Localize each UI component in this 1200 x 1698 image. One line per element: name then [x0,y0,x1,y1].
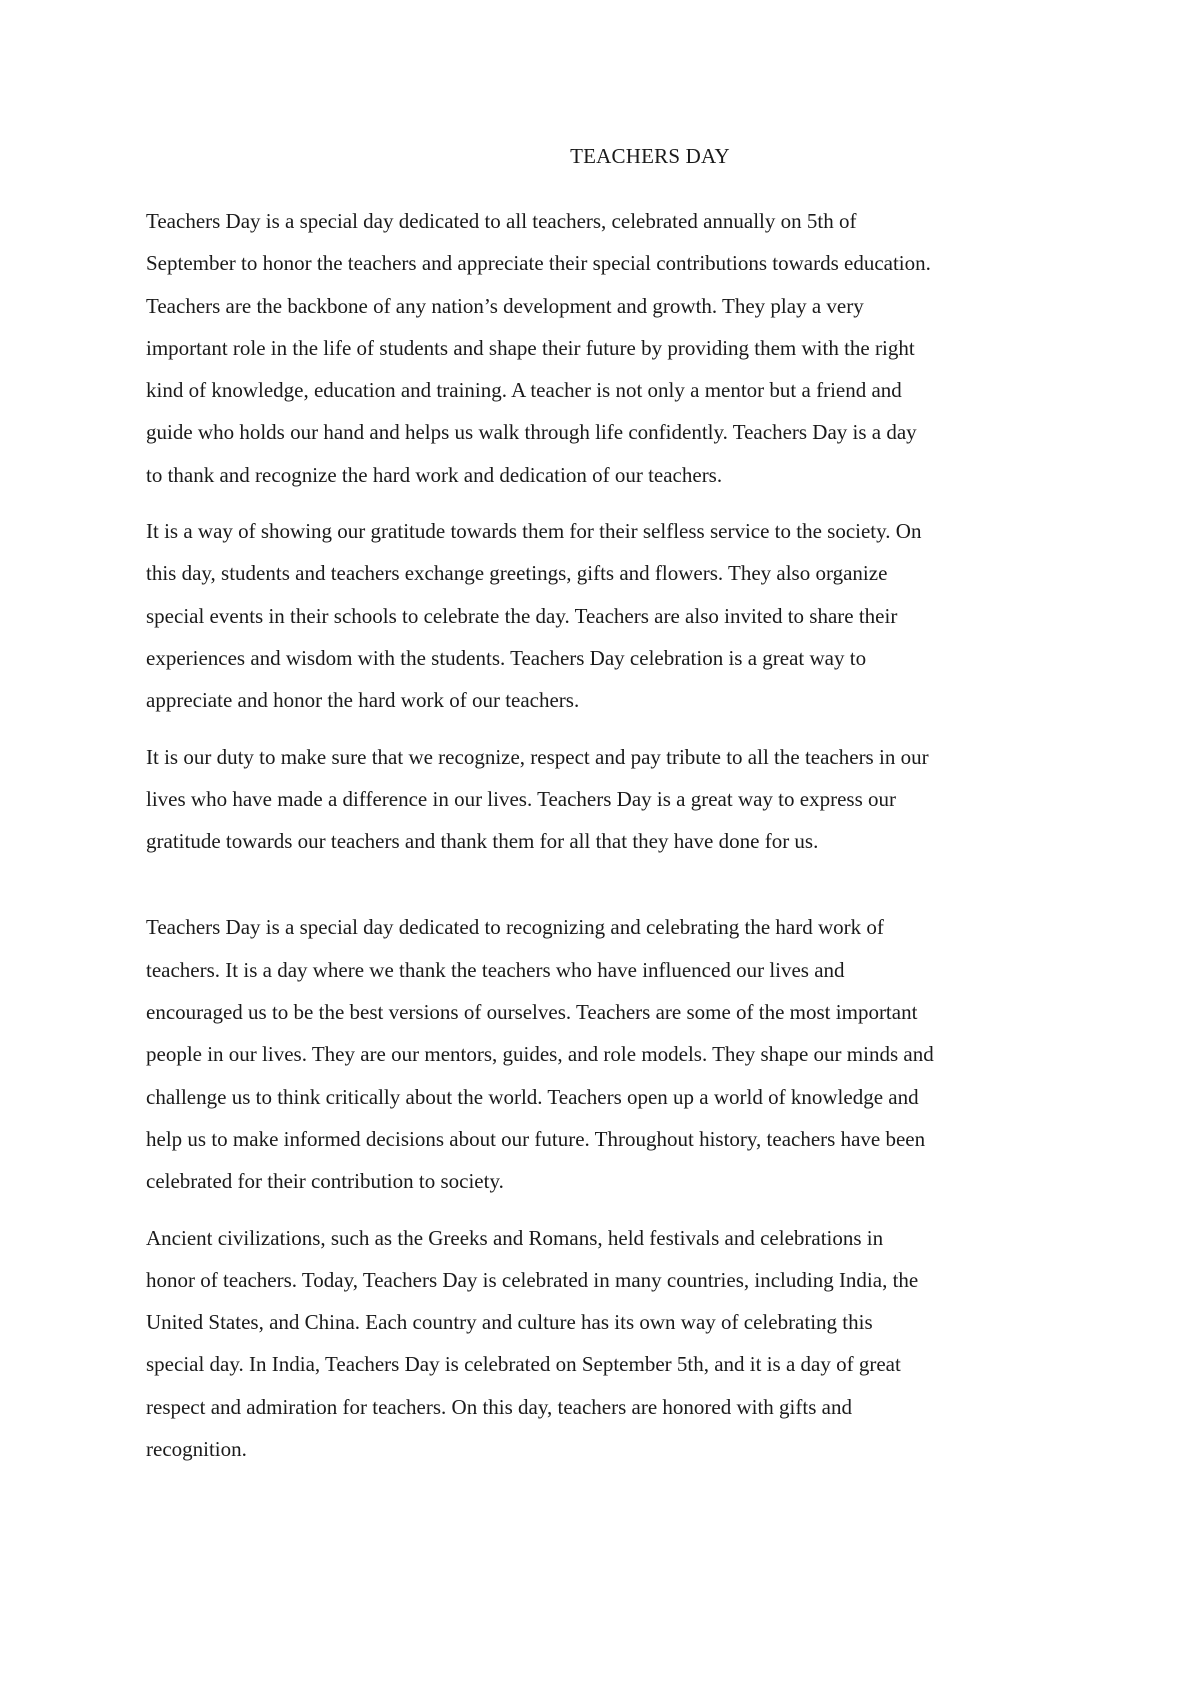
text-line: respect and admiration for teachers. On this day, teachers are honored with gifts and [146,1394,852,1419]
text-line: appreciate and honor the hard work of our teachers. [146,688,580,713]
text-line: It is our duty to make sure that we recognize, respect and pay tribute to all the teachers in our [146,744,929,769]
text-line: special day. In India, Teachers Day is celebrated on September 5th, and it is a day of great [146,1352,901,1377]
document-title: TEACHERS DAY [570,144,730,168]
text-line: encouraged us to be the best versions of ourselves. Teachers are some of the most important [146,1000,918,1025]
text-line: special events in their schools to celebrate the day. Teachers are also invited to share their [146,603,898,628]
paragraph-4 [146,906,1062,1202]
paragraph-5 [146,1217,1062,1471]
text-line: Teachers Day is a special day dedicated to recognizing and celebrating the hard work of [146,915,884,940]
text-line: honor of teachers. Today, Teachers Day is celebrated in many countries, including India, the [146,1267,919,1292]
text-line: challenge us to think critically about the world. Teachers open up a world of knowledge and [146,1084,919,1109]
paragraph-3 [146,736,1062,863]
text-line: Ancient civilizations, such as the Greeks and Romans, held festivals and celebrations in [146,1225,884,1250]
text-line: Teachers Day is a special day dedicated to all teachers, celebrated annually on 5th of [146,209,857,233]
text-line: teachers. It is a day where we thank the teachers who have influenced our lives and [146,957,845,982]
text-line: people in our lives. They are our mentors, guides, and role models. They shape our minds and [146,1042,934,1067]
paragraph-1 [146,200,1062,496]
text-line: experiences and wisdom with the students. Teachers Day celebration is a great way to [146,645,867,670]
text-line: It is a way of showing our gratitude towards them for their selfless service to the society. On [146,519,922,544]
text-line: to thank and recognize the hard work and dedication of our teachers. [146,462,723,487]
text-line: lives who have made a difference in our lives. Teachers Day is a great way to express our [146,786,896,811]
text-line: gratitude towards our teachers and thank them for all that they have done for us. [146,829,819,854]
text-line: celebrated for their contribution to society. [146,1169,504,1194]
text-line: help us to make informed decisions about our future. Throughout history, teachers have been [146,1126,926,1151]
text-line: guide who holds our hand and helps us walk through life confidently. Teachers Day is a day [146,420,917,445]
text-line: September to honor the teachers and appreciate their special contributions towards education. [146,251,931,276]
text-line: recognition. [146,1437,247,1462]
text-line: United States, and China. Each country and culture has its own way of celebrating this [146,1310,873,1335]
text-line: Teachers are the backbone of any nation’s development and growth. They play a very [146,293,864,318]
paragraph-2 [146,510,1062,721]
text-line: this day, students and teachers exchange greetings, gifts and flowers. They also organize [146,561,888,586]
text-line: important role in the life of students and shape their future by providing them with the right [146,335,915,360]
document-body [146,200,1062,1484]
text-line: kind of knowledge, education and training. A teacher is not only a mentor but a friend and [146,378,902,403]
